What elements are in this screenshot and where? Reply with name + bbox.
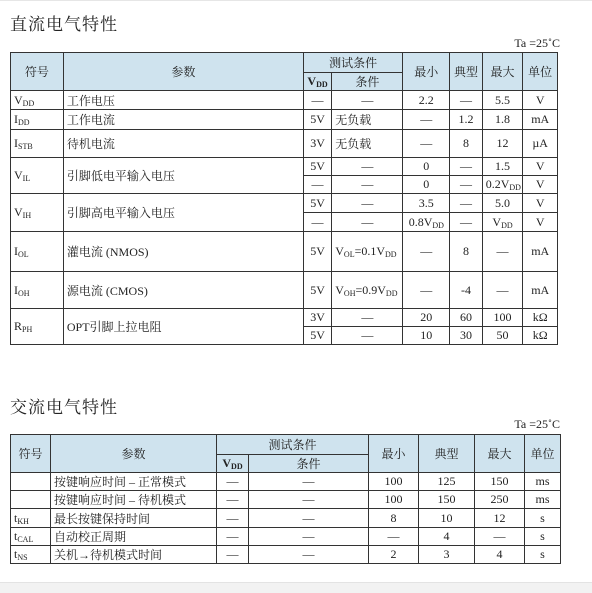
unit-cell: mA (523, 110, 558, 130)
dc-characteristics-table (10, 52, 558, 345)
max-cell: — (475, 528, 525, 546)
symbol-cell: $V_{IH}$ (11, 194, 64, 232)
unit-cell: µA (523, 130, 558, 158)
cond-cell: — (332, 176, 403, 194)
dc-row-iol (11, 232, 558, 272)
param-cell: 最长按键保持时间 (51, 509, 217, 528)
symbol-cell: $R_{PH}$ (11, 309, 64, 345)
dc-row-istb (11, 130, 558, 158)
cond-cell: $V_{OL}=0.1V_{DD}$ (332, 232, 403, 272)
ac-header-param: 参数 (51, 435, 217, 473)
vdd-cell: 3V (303, 309, 331, 327)
vdd-cell: — (217, 491, 249, 509)
unit-cell: V (523, 213, 558, 232)
min-cell: — (403, 130, 450, 158)
dc-header-min: 最小 (403, 53, 450, 91)
max-cell: $V_{DD}$ (482, 213, 523, 232)
vdd-cell: 5V (303, 110, 331, 130)
typ-cell: — (450, 176, 483, 194)
dc-row-vih (11, 194, 558, 213)
min-cell: 8 (369, 509, 419, 528)
cond-cell: — (249, 491, 369, 509)
max-cell: $0.2V_{DD}$ (482, 176, 523, 194)
vdd-cell: — (217, 528, 249, 546)
param-cell: 引脚高电平输入电压 (63, 194, 303, 232)
dc-row-rph (11, 309, 558, 327)
max-cell: 5.5 (482, 91, 523, 110)
cond-cell: — (332, 91, 403, 110)
min-cell: 2 (369, 546, 419, 564)
min-cell: — (403, 110, 450, 130)
symbol-cell (11, 473, 51, 491)
ac-characteristics-table (10, 434, 561, 564)
ac-section-title: 交流电气特性 (10, 398, 118, 418)
vdd-cell: 3V (303, 130, 331, 158)
max-cell: 4 (475, 546, 525, 564)
max-cell: 5.0 (482, 194, 523, 213)
symbol-cell: $V_{DD}$ (11, 91, 64, 110)
dc-row-ioh (11, 272, 558, 309)
unit-cell: ms (525, 473, 561, 491)
symbol-cell: $I_{DD}$ (11, 110, 64, 130)
vdd-cell: 5V (303, 194, 331, 213)
min-cell: 0 (403, 158, 450, 176)
unit-cell: s (525, 528, 561, 546)
ac-row (11, 473, 561, 491)
param-cell: 灌电流 (NMOS) (63, 232, 303, 272)
unit-cell: kΩ (523, 327, 558, 345)
param-cell: 引脚低电平输入电压 (63, 158, 303, 194)
typ-cell: — (450, 91, 483, 110)
unit-cell: V (523, 158, 558, 176)
dc-header-symbol: 符号 (11, 53, 64, 91)
typ-cell: -4 (450, 272, 483, 309)
max-cell: 1.8 (482, 110, 523, 130)
symbol-cell: $V_{IL}$ (11, 158, 64, 194)
max-cell: 100 (482, 309, 523, 327)
dc-header-typ: 典型 (450, 53, 483, 91)
typ-cell: 10 (419, 509, 475, 528)
ac-header-unit: 单位 (525, 435, 561, 473)
vdd-cell: — (217, 509, 249, 528)
ac-row (11, 491, 561, 509)
page-bottom-band (0, 582, 592, 593)
cond-cell: 无负载 (332, 130, 403, 158)
ac-header-vdd: $V_{DD}$ (217, 455, 249, 473)
unit-cell: ms (525, 491, 561, 509)
min-cell: — (403, 232, 450, 272)
vdd-cell: 5V (303, 327, 331, 345)
ac-row (11, 509, 561, 528)
unit-cell: mA (523, 232, 558, 272)
min-cell: 100 (369, 473, 419, 491)
ac-header-typ: 典型 (419, 435, 475, 473)
vdd-cell: 5V (303, 272, 331, 309)
cond-cell: — (249, 473, 369, 491)
typ-cell: 1.2 (450, 110, 483, 130)
param-cell: 自动校正周期 (51, 528, 217, 546)
min-cell: — (369, 528, 419, 546)
cond-cell: — (332, 194, 403, 213)
vdd-cell: — (303, 213, 331, 232)
min-cell: 3.5 (403, 194, 450, 213)
min-cell: 10 (403, 327, 450, 345)
max-cell: 1.5 (482, 158, 523, 176)
param-cell: 源电流 (CMOS) (63, 272, 303, 309)
dc-row-vdd (11, 91, 558, 110)
cond-cell: — (332, 158, 403, 176)
vdd-cell: — (217, 473, 249, 491)
min-cell: 100 (369, 491, 419, 509)
symbol-cell: $t_{NS}$ (11, 546, 51, 564)
ac-header-min: 最小 (369, 435, 419, 473)
vdd-cell: — (217, 546, 249, 564)
min-cell: 0 (403, 176, 450, 194)
symbol-cell (11, 491, 51, 509)
param-cell: 关机→待机模式时间 (51, 546, 217, 564)
unit-cell: V (523, 194, 558, 213)
dc-header-unit: 单位 (523, 53, 558, 91)
cond-cell: — (332, 213, 403, 232)
cond-cell: — (332, 309, 403, 327)
dc-header-test-cond: 测试条件 (303, 53, 403, 73)
ac-row (11, 546, 561, 564)
dc-section-title: 直流电气特性 (10, 15, 118, 35)
vdd-cell: 5V (303, 158, 331, 176)
typ-cell: 150 (419, 491, 475, 509)
unit-cell: V (523, 91, 558, 110)
typ-cell: — (450, 158, 483, 176)
max-cell: 12 (475, 509, 525, 528)
dc-header-param: 参数 (63, 53, 303, 91)
cond-cell: — (249, 509, 369, 528)
vdd-cell: 5V (303, 232, 331, 272)
min-cell: $0.8V_{DD}$ (403, 213, 450, 232)
ac-row (11, 528, 561, 546)
symbol-cell: $t_{KH}$ (11, 509, 51, 528)
min-cell: — (403, 272, 450, 309)
max-cell: — (482, 272, 523, 309)
vdd-cell: — (303, 176, 331, 194)
symbol-cell: $I_{OL}$ (11, 232, 64, 272)
dc-row-vil (11, 158, 558, 176)
unit-cell: V (523, 176, 558, 194)
typ-cell: 125 (419, 473, 475, 491)
param-cell: 工作电流 (63, 110, 303, 130)
symbol-cell: $I_{OH}$ (11, 272, 64, 309)
max-cell: 150 (475, 473, 525, 491)
typ-cell: 3 (419, 546, 475, 564)
cond-cell: — (249, 546, 369, 564)
unit-cell: mA (523, 272, 558, 309)
symbol-cell: $I_{STB}$ (11, 130, 64, 158)
typ-cell: 8 (450, 232, 483, 272)
typ-cell: 8 (450, 130, 483, 158)
unit-cell: kΩ (523, 309, 558, 327)
ac-header-symbol: 符号 (11, 435, 51, 473)
max-cell: 250 (475, 491, 525, 509)
max-cell: 12 (482, 130, 523, 158)
unit-cell: s (525, 509, 561, 528)
max-cell: — (482, 232, 523, 272)
param-cell: 工作电压 (63, 91, 303, 110)
ac-ambient-temperature: Ta =25˚C (514, 417, 560, 431)
dc-header-cond: 条件 (332, 73, 403, 91)
unit-cell: s (525, 546, 561, 564)
dc-header-max: 最大 (482, 53, 523, 91)
dc-header-vdd: $V_{DD}$ (303, 73, 331, 91)
typ-cell: 30 (450, 327, 483, 345)
typ-cell: 4 (419, 528, 475, 546)
min-cell: 2.2 (403, 91, 450, 110)
param-cell: 待机电流 (63, 130, 303, 158)
typ-cell: — (450, 194, 483, 213)
dc-row-idd (11, 110, 558, 130)
cond-cell: $V_{OH}=0.9V_{DD}$ (332, 272, 403, 309)
max-cell: 50 (482, 327, 523, 345)
vdd-cell: — (303, 91, 331, 110)
ac-header-cond: 条件 (249, 455, 369, 473)
typ-cell: 60 (450, 309, 483, 327)
cond-cell: — (332, 327, 403, 345)
typ-cell: — (450, 213, 483, 232)
param-cell: 按键响应时间 – 正常模式 (51, 473, 217, 491)
cond-cell: 无负载 (332, 110, 403, 130)
param-cell: OPT引脚上拉电阻 (63, 309, 303, 345)
ac-header-test-cond: 测试条件 (217, 435, 369, 455)
top-rule (0, 0, 592, 1)
ac-header-max: 最大 (475, 435, 525, 473)
dc-ambient-temperature: Ta =25˚C (514, 36, 560, 50)
symbol-cell: $t_{CAL}$ (11, 528, 51, 546)
param-cell: 按键响应时间 – 待机模式 (51, 491, 217, 509)
min-cell: 20 (403, 309, 450, 327)
cond-cell: — (249, 528, 369, 546)
